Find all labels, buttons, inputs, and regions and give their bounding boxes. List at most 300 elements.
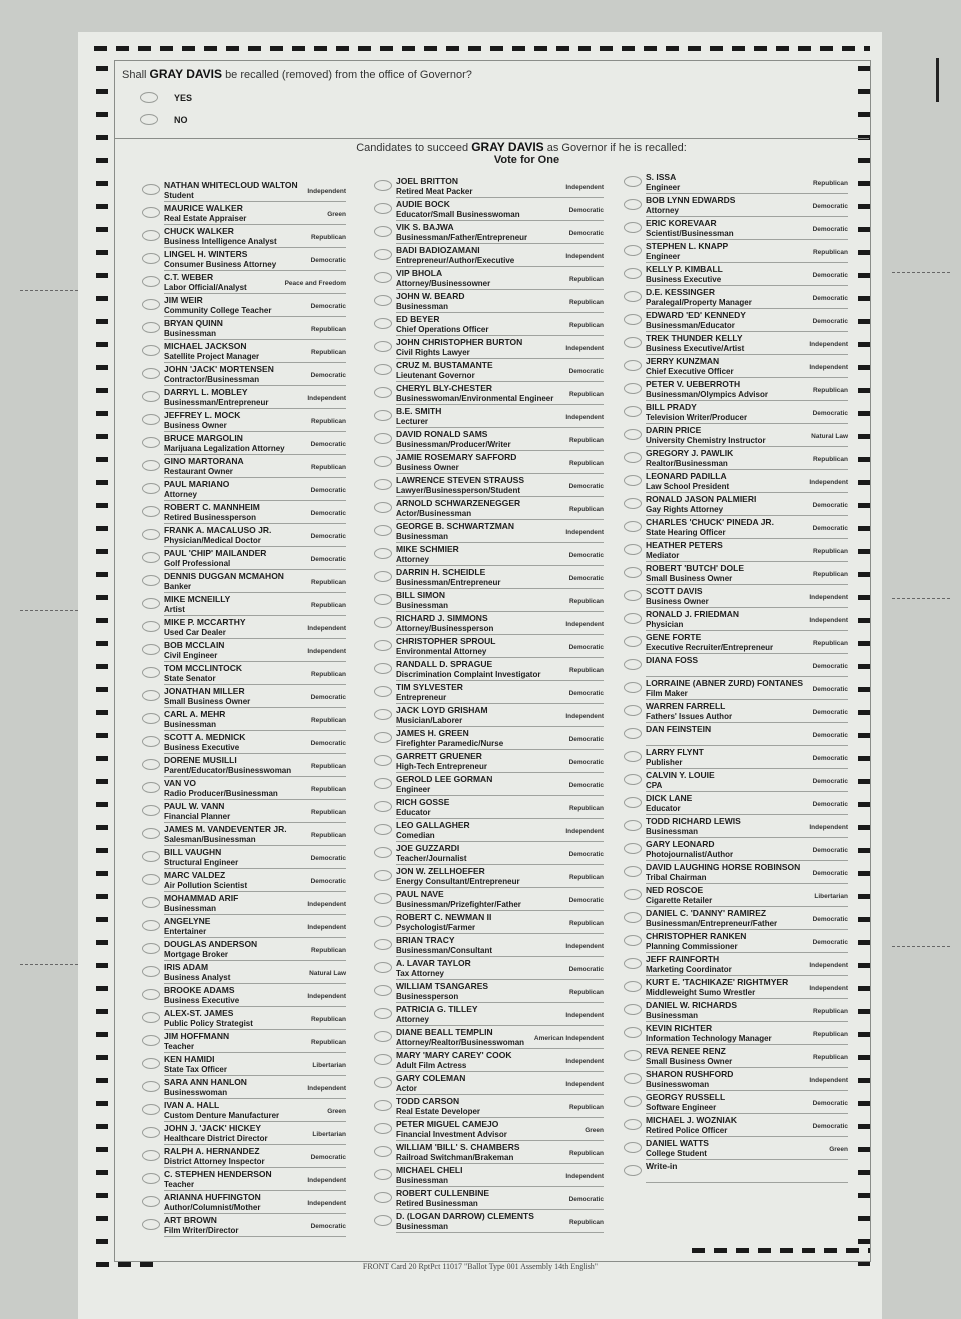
vote-oval[interactable] [142,1150,160,1161]
candidate-row[interactable] [646,678,848,701]
candidate-row[interactable] [396,728,604,751]
candidate-row[interactable] [164,249,346,272]
candidate-row[interactable] [396,429,604,452]
vote-oval[interactable] [374,870,392,881]
candidate-name: VIP BHOLA [396,268,443,278]
vote-oval[interactable] [142,782,160,793]
candidate-row[interactable] [164,847,346,870]
vote-oval[interactable] [624,820,642,831]
candidate-name: CHUCK WALKER [164,226,234,236]
candidate-row[interactable] [646,931,848,954]
vote-oval[interactable] [624,406,642,417]
vote-oval[interactable] [374,1077,392,1088]
vote-oval[interactable] [374,916,392,927]
vote-oval[interactable] [374,1146,392,1157]
vote-oval[interactable] [374,272,392,283]
vote-oval[interactable] [374,1192,392,1203]
candidate-party: Republican [812,1008,848,1015]
vote-oval[interactable] [142,1012,160,1023]
vote-oval[interactable] [142,989,160,1000]
vote-oval[interactable] [374,1215,392,1226]
candidate-row[interactable] [164,594,346,617]
vote-oval[interactable] [142,1104,160,1115]
candidate-row[interactable] [646,586,848,609]
vote-oval[interactable] [624,636,642,647]
candidate-row[interactable] [396,843,604,866]
vote-oval[interactable] [374,341,392,352]
candidate-row[interactable] [396,360,604,383]
candidate-row[interactable] [396,1004,604,1027]
vote-oval[interactable] [374,663,392,674]
candidate-row[interactable] [396,337,604,360]
vote-oval[interactable] [624,314,642,325]
candidate-row[interactable] [646,540,848,563]
candidate-row[interactable] [164,663,346,686]
vote-oval[interactable] [624,682,642,693]
candidate-row[interactable] [646,1138,848,1161]
candidate-occupation: Engineer [646,183,681,192]
vote-oval[interactable] [374,778,392,789]
candidate-row[interactable] [164,870,346,893]
candidate-row[interactable] [646,517,848,540]
candidate-name: LEO GALLAGHER [396,820,470,830]
vote-oval[interactable] [142,897,160,908]
vote-oval[interactable] [624,774,642,785]
vote-oval[interactable] [624,1027,642,1038]
candidate-party: Democratic [568,230,604,237]
candidate-row[interactable] [646,563,848,586]
candidate-row[interactable] [396,1142,604,1165]
candidate-row[interactable] [396,866,604,889]
row-divider [646,446,848,447]
vote-oval[interactable] [624,498,642,509]
candidate-row[interactable] [646,310,848,333]
vote-oval[interactable] [624,613,642,624]
vote-oval[interactable] [374,732,392,743]
vote-oval[interactable] [142,207,160,218]
vote-oval[interactable] [142,759,160,770]
candidate-row[interactable] [646,747,848,770]
candidate-row[interactable] [396,981,604,1004]
candidate-row[interactable] [646,655,848,678]
vote-oval[interactable] [142,644,160,655]
candidate-party: Republican [310,326,346,333]
candidate-row[interactable] [164,640,346,663]
candidate-row[interactable] [646,241,848,264]
vote-oval[interactable] [374,1100,392,1111]
yes-oval[interactable] [140,92,158,103]
candidate-party: Republican [568,598,604,605]
vote-oval[interactable] [142,851,160,862]
vote-oval[interactable] [142,966,160,977]
candidate-row[interactable] [396,1096,604,1119]
candidate-row[interactable] [396,452,604,475]
vote-oval[interactable] [374,180,392,191]
candidate-row[interactable] [646,724,848,747]
candidate-row[interactable] [646,471,848,494]
candidate-party: Republican [310,579,346,586]
vote-oval[interactable] [142,621,160,632]
candidate-row[interactable] [396,475,604,498]
candidate-row[interactable] [646,287,848,310]
vote-oval[interactable] [142,437,160,448]
candidate-row[interactable] [646,402,848,425]
vote-oval[interactable] [624,521,642,532]
candidate-row[interactable] [164,801,346,824]
vote-oval[interactable] [374,548,392,559]
vote-oval[interactable] [624,291,642,302]
candidate-row[interactable] [396,291,604,314]
vote-oval[interactable] [624,475,642,486]
row-divider [396,220,604,221]
candidate-row[interactable] [396,521,604,544]
vote-oval[interactable] [624,268,642,279]
candidate-row[interactable] [164,456,346,479]
candidate-row[interactable] [396,1188,604,1211]
candidate-row[interactable] [164,1169,346,1192]
candidate-row[interactable] [396,383,604,406]
candidate-occupation: Financial Planner [164,812,231,821]
candidate-row[interactable] [396,1073,604,1096]
candidate-row[interactable] [646,954,848,977]
candidate-row[interactable] [646,264,848,287]
vote-oval[interactable] [142,414,160,425]
candidate-row[interactable] [396,268,604,291]
no-oval[interactable] [140,114,158,125]
vote-oval[interactable] [374,962,392,973]
vote-oval[interactable] [374,249,392,260]
vote-oval[interactable] [142,391,160,402]
candidate-row[interactable] [164,939,346,962]
vote-oval[interactable] [142,943,160,954]
vote-oval[interactable] [624,912,642,923]
candidate-row[interactable] [164,1008,346,1031]
candidate-row[interactable] [396,314,604,337]
vote-oval[interactable] [142,1127,160,1138]
row-divider [646,929,848,930]
candidate-row[interactable] [396,705,604,728]
candidate-row[interactable] [164,295,346,318]
vote-oval[interactable] [624,797,642,808]
vote-oval[interactable] [374,1031,392,1042]
candidate-row[interactable] [646,632,848,655]
candidate-row[interactable] [164,571,346,594]
candidate-row[interactable] [396,567,604,590]
candidate-row[interactable] [646,172,848,195]
vote-oval[interactable] [624,544,642,555]
candidate-row[interactable] [396,245,604,268]
vote-oval[interactable] [624,245,642,256]
candidate-row[interactable] [164,1031,346,1054]
vote-oval[interactable] [374,456,392,467]
vote-oval[interactable] [142,345,160,356]
vote-oval[interactable] [624,1142,642,1153]
candidate-row[interactable] [164,709,346,732]
vote-oval[interactable] [374,364,392,375]
candidate-column-2 [396,176,604,1234]
candidate-row[interactable] [396,544,604,567]
candidate-row[interactable] [164,1192,346,1215]
vote-oval[interactable] [624,1119,642,1130]
vote-oval[interactable] [142,368,160,379]
candidate-row[interactable] [164,732,346,755]
vote-oval[interactable] [624,383,642,394]
vote-oval[interactable] [374,640,392,651]
candidate-row[interactable] [396,774,604,797]
vote-oval[interactable] [142,506,160,517]
vote-oval[interactable] [374,203,392,214]
candidate-row[interactable] [646,494,848,517]
candidate-row[interactable] [646,1092,848,1115]
vote-oval[interactable] [374,226,392,237]
candidate-row[interactable] [164,824,346,847]
candidate-row[interactable] [646,1069,848,1092]
vote-oval[interactable] [374,295,392,306]
vote-oval[interactable] [142,828,160,839]
candidate-row[interactable] [164,387,346,410]
vote-oval[interactable] [374,1123,392,1134]
vote-oval[interactable] [142,575,160,586]
candidate-row[interactable] [164,1100,346,1123]
vote-oval[interactable] [624,981,642,992]
candidate-occupation: Businessman/Entrepreneur [164,398,269,407]
candidate-row[interactable] [646,977,848,1000]
candidate-row[interactable] [396,958,604,981]
candidate-row[interactable] [396,820,604,843]
vote-oval[interactable] [142,1081,160,1092]
vote-oval[interactable] [374,479,392,490]
candidate-row[interactable] [164,617,346,640]
vote-oval[interactable] [374,571,392,582]
vote-oval[interactable] [142,483,160,494]
vote-oval[interactable] [374,525,392,536]
vote-oval[interactable] [374,847,392,858]
candidate-row[interactable] [396,935,604,958]
candidate-row[interactable] [164,318,346,341]
vote-oval[interactable] [374,1169,392,1180]
candidate-row[interactable] [646,609,848,632]
candidate-row[interactable] [646,1161,848,1184]
candidate-row[interactable] [396,176,604,199]
vote-oval[interactable] [142,667,160,678]
candidate-row[interactable] [646,885,848,908]
candidate-row[interactable] [164,203,346,226]
candidate-party: Republican [812,1054,848,1061]
candidate-row[interactable] [646,448,848,471]
vote-oval[interactable] [142,1035,160,1046]
candidate-row[interactable] [164,341,346,364]
candidate-row[interactable] [646,701,848,724]
vote-oval[interactable] [624,1165,642,1176]
candidate-row[interactable] [396,406,604,429]
vote-oval[interactable] [374,594,392,605]
candidate-row[interactable] [164,226,346,249]
vote-oval[interactable] [374,1054,392,1065]
candidate-row[interactable] [396,659,604,682]
row-divider [646,262,848,263]
candidate-row[interactable] [646,839,848,862]
vote-oval[interactable] [142,874,160,885]
vote-oval[interactable] [374,709,392,720]
candidate-row[interactable] [646,770,848,793]
vote-oval[interactable] [624,843,642,854]
candidate-row[interactable] [396,1211,604,1234]
candidate-row[interactable] [396,199,604,222]
candidate-row[interactable] [646,1046,848,1069]
candidate-row[interactable] [396,751,604,774]
vote-oval[interactable] [374,893,392,904]
candidate-row[interactable] [396,1050,604,1073]
vote-oval[interactable] [624,1004,642,1015]
vote-oval[interactable] [142,276,160,287]
candidate-row[interactable] [396,912,604,935]
candidate-occupation: Real Estate Appraiser [164,214,247,223]
vote-oval[interactable] [142,253,160,264]
vote-oval[interactable] [624,705,642,716]
candidate-row[interactable] [646,793,848,816]
vote-oval[interactable] [624,1073,642,1084]
candidate-party: Independent [565,1081,604,1088]
vote-oval[interactable] [374,410,392,421]
candidate-row[interactable] [164,686,346,709]
candidate-row[interactable] [164,962,346,985]
vote-oval[interactable] [142,736,160,747]
vote-oval[interactable] [374,686,392,697]
vote-oval[interactable] [142,713,160,724]
vote-oval[interactable] [142,598,160,609]
candidate-row[interactable] [646,379,848,402]
vote-oval[interactable] [624,360,642,371]
candidate-row[interactable] [396,590,604,613]
vote-oval[interactable] [374,801,392,812]
vote-oval[interactable] [374,502,392,513]
vote-oval[interactable] [624,567,642,578]
vote-oval[interactable] [624,429,642,440]
vote-oval[interactable] [624,199,642,210]
vote-oval[interactable] [624,958,642,969]
candidate-row[interactable] [164,1077,346,1100]
vote-oval[interactable] [624,452,642,463]
candidate-row[interactable] [646,356,848,379]
candidate-row[interactable] [164,893,346,916]
vote-oval[interactable] [142,1219,160,1230]
candidate-row[interactable] [164,985,346,1008]
candidate-row[interactable] [164,410,346,433]
candidate-row[interactable] [164,1215,346,1238]
candidate-row[interactable] [396,797,604,820]
vote-oval[interactable] [624,889,642,900]
candidate-occupation: Environmental Attorney [396,647,487,656]
vote-oval[interactable] [374,617,392,628]
vote-oval[interactable] [624,935,642,946]
row-divider [164,477,346,478]
candidate-row[interactable] [164,916,346,939]
vote-oval[interactable] [624,222,642,233]
candidate-row[interactable] [164,433,346,456]
vote-oval[interactable] [142,1173,160,1184]
candidate-row[interactable] [396,682,604,705]
vote-oval[interactable] [142,184,160,195]
vote-oval[interactable] [142,552,160,563]
vote-oval[interactable] [142,805,160,816]
vote-oval[interactable] [142,1058,160,1069]
candidate-row[interactable] [646,862,848,885]
candidate-row[interactable] [164,364,346,387]
vote-oval[interactable] [142,1196,160,1207]
candidate-name: TIM SYLVESTER [396,682,463,692]
vote-oval[interactable] [624,176,642,187]
candidate-occupation: Structural Engineer [164,858,239,867]
candidate-row[interactable] [396,889,604,912]
candidate-row[interactable] [164,1054,346,1077]
candidate-row[interactable] [396,498,604,521]
vote-oval[interactable] [624,728,642,739]
candidate-row[interactable] [646,816,848,839]
vote-oval[interactable] [624,659,642,670]
vote-oval[interactable] [142,690,160,701]
vote-oval[interactable] [142,322,160,333]
vote-oval[interactable] [142,460,160,471]
vote-oval[interactable] [624,337,642,348]
vote-oval[interactable] [624,866,642,877]
vote-oval[interactable] [374,387,392,398]
candidate-row[interactable] [164,1146,346,1169]
candidate-row[interactable] [646,195,848,218]
candidate-row[interactable] [164,1123,346,1146]
candidate-row[interactable] [396,1165,604,1188]
candidate-row[interactable] [646,1115,848,1138]
vote-oval[interactable] [142,529,160,540]
vote-oval[interactable] [374,1008,392,1019]
candidate-row[interactable] [164,502,346,525]
row-divider [396,496,604,497]
candidate-row[interactable] [164,778,346,801]
candidate-row[interactable] [396,222,604,245]
candidate-row[interactable] [164,479,346,502]
candidate-row[interactable] [164,180,346,203]
candidate-row[interactable] [164,548,346,571]
candidate-row[interactable] [646,218,848,241]
candidate-row[interactable] [396,613,604,636]
candidate-row[interactable] [646,333,848,356]
candidate-row[interactable] [396,1027,604,1050]
vote-oval[interactable] [374,939,392,950]
vote-oval[interactable] [624,590,642,601]
candidate-row[interactable] [646,425,848,448]
vote-oval[interactable] [374,433,392,444]
vote-oval[interactable] [624,751,642,762]
vote-oval[interactable] [374,318,392,329]
row-divider [646,331,848,332]
vote-oval[interactable] [142,920,160,931]
vote-oval[interactable] [142,299,160,310]
candidate-row[interactable] [396,636,604,659]
candidate-row[interactable] [164,272,346,295]
candidate-row[interactable] [164,755,346,778]
vote-oval[interactable] [374,755,392,766]
vote-oval[interactable] [374,985,392,996]
candidate-row[interactable] [164,525,346,548]
candidate-row[interactable] [396,1119,604,1142]
vote-oval[interactable] [624,1050,642,1061]
vote-oval[interactable] [374,824,392,835]
candidate-row[interactable] [646,908,848,931]
candidate-row[interactable] [646,1000,848,1023]
vote-oval[interactable] [142,230,160,241]
vote-oval[interactable] [624,1096,642,1107]
candidate-row[interactable] [646,1023,848,1046]
row-divider [646,469,848,470]
